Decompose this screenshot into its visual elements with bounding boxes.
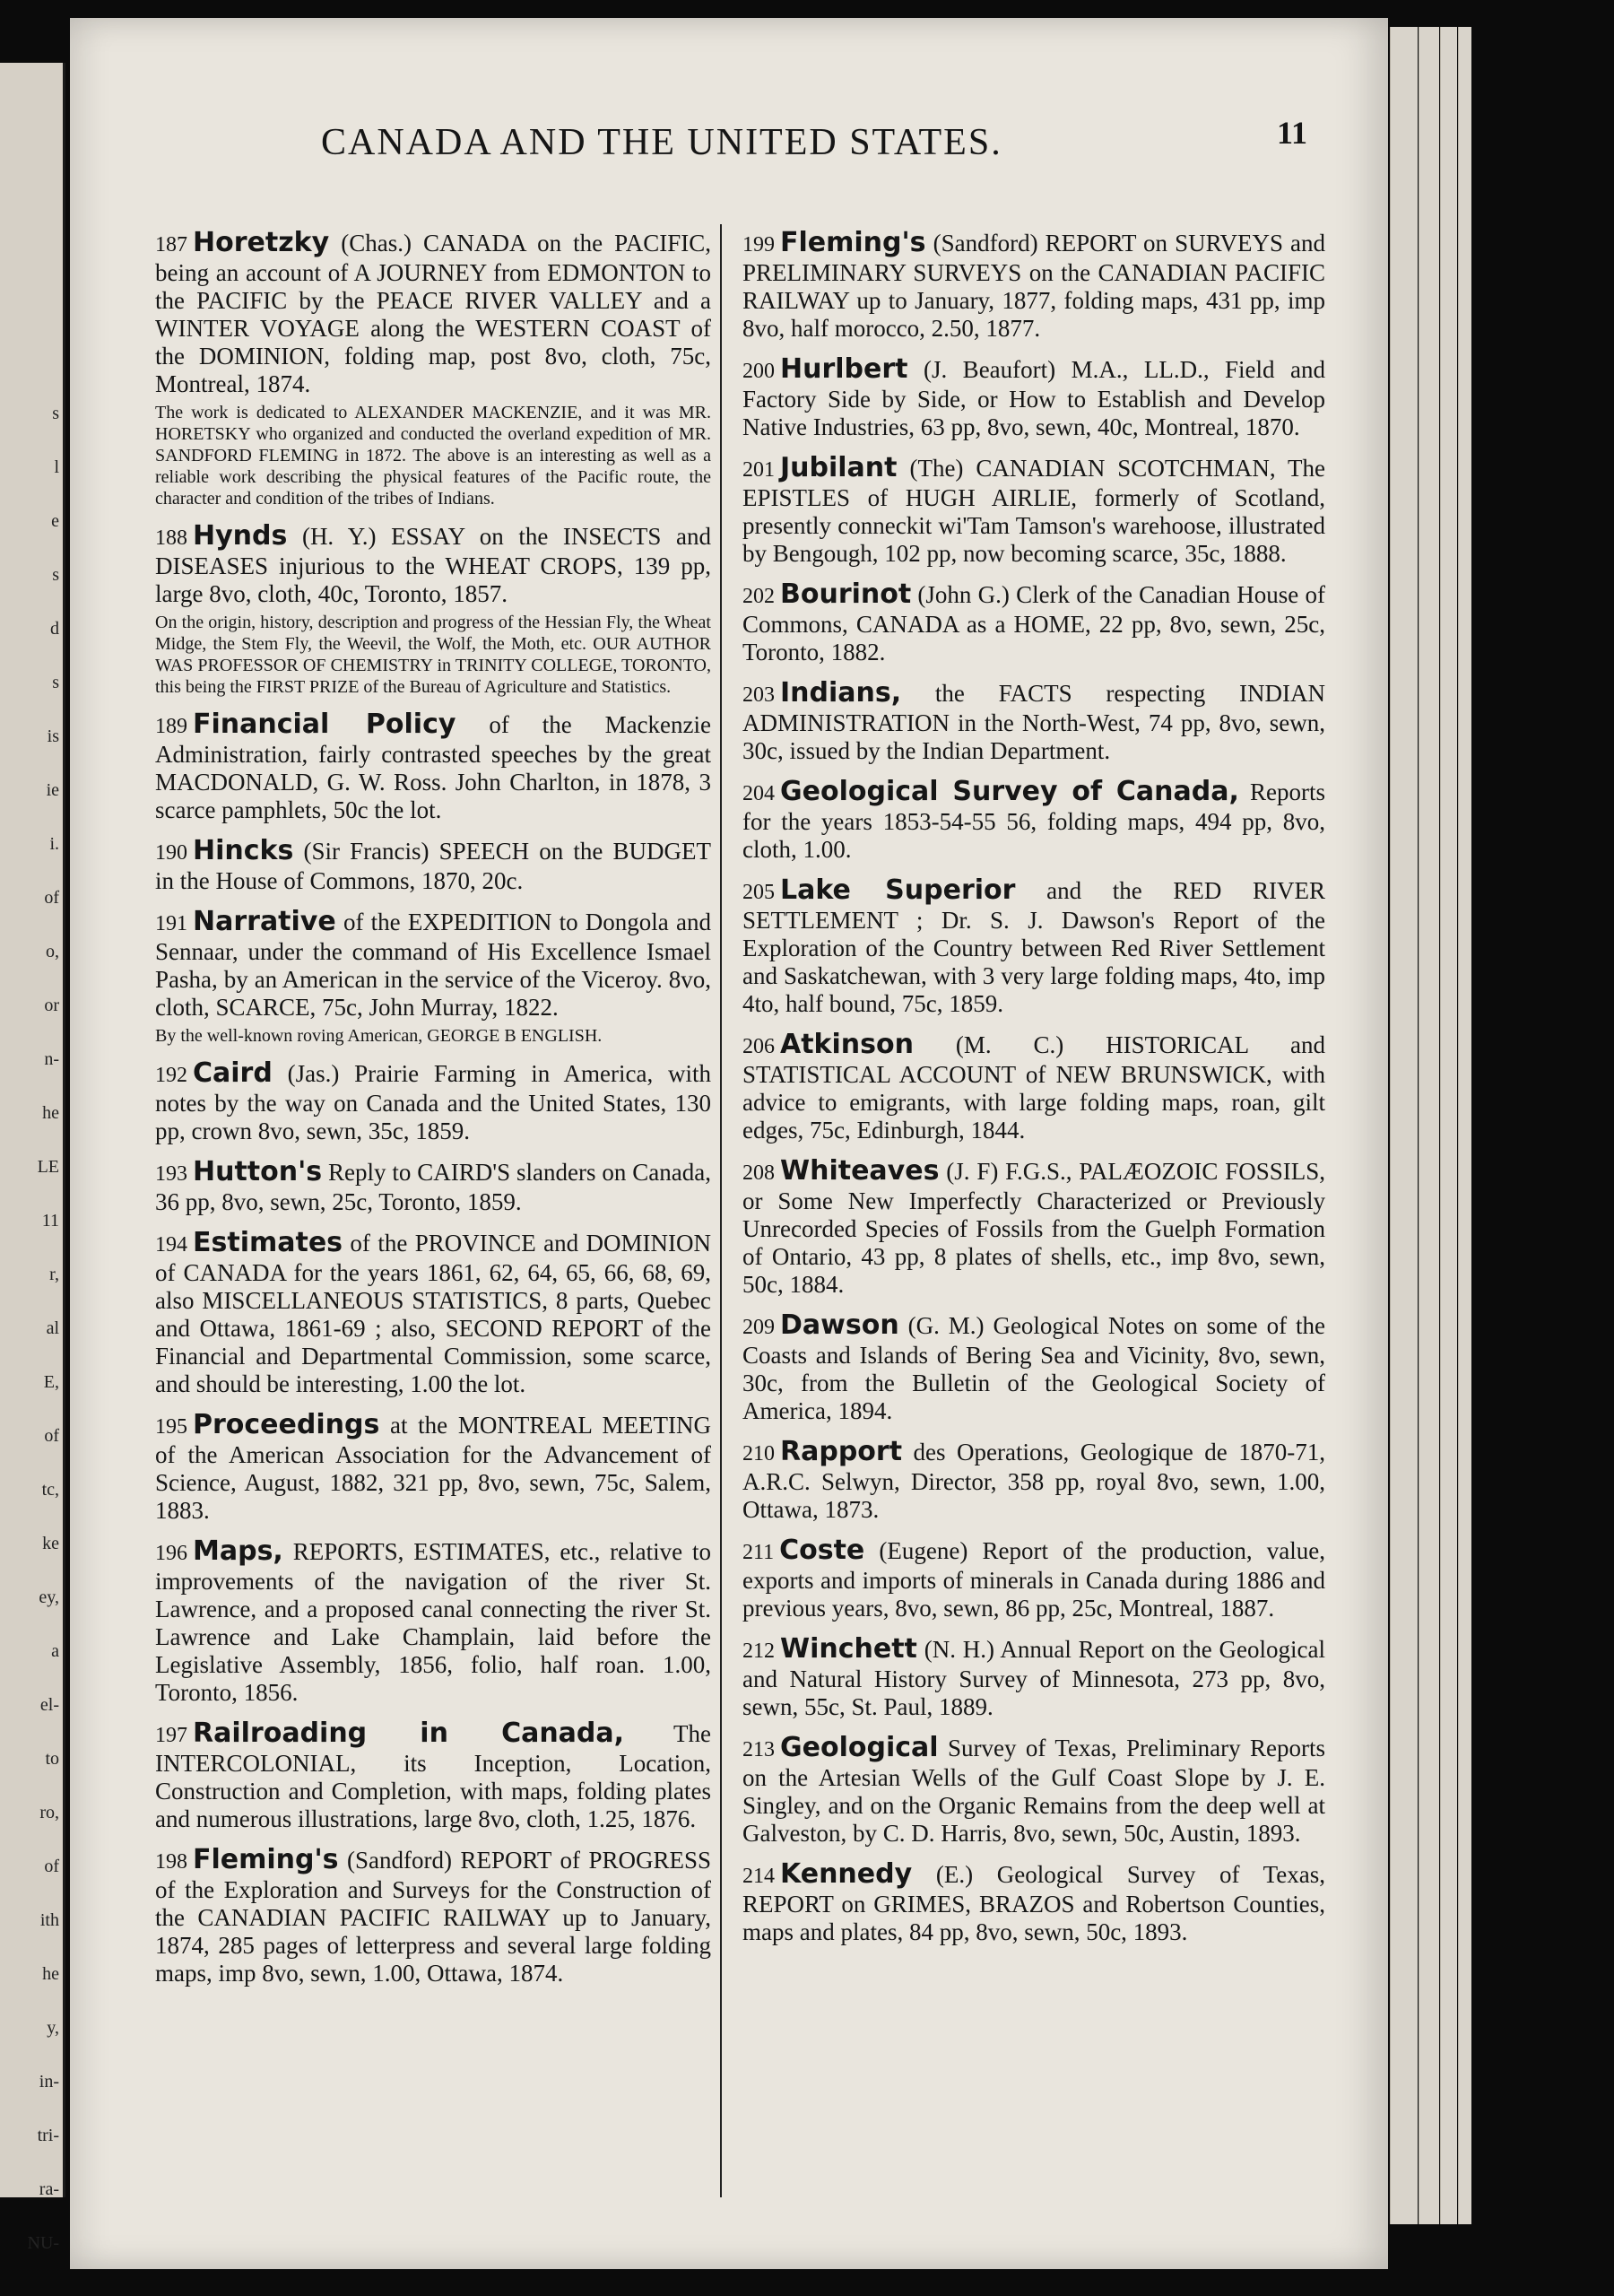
entry-number: 213 [742,1738,775,1761]
entry-keyword: Hurlbert [780,353,908,385]
margin-fragment: he [42,1103,59,1123]
catalogue-entry [155,1229,711,1398]
entry-keyword: Winchett [780,1633,917,1665]
entry-number: 210 [742,1442,775,1465]
catalogue-entry [742,1734,1325,1848]
entry-number: 191 [155,912,187,935]
page-number: 11 [1276,115,1307,151]
margin-fragment: ie [46,780,59,800]
entry-description: at the MONTREAL MEETING of the American Association for the Advancement of Science, August, 1882, 321 pp, 8vo, sewn, 75c, Salem, 1883. [155,1412,711,1524]
entry-number: 209 [742,1316,775,1339]
entry-number: 201 [742,458,775,482]
margin-fragment: l [54,457,59,477]
margin-fragment: n- [44,1049,59,1069]
entry-keyword: Maps, [193,1535,283,1567]
entry-description: (Sir Francis) SPEECH on the BUDGET in the House of Commons, 1870, 20c. [155,838,711,894]
entry-number: 206 [742,1035,775,1058]
catalogue-entry [742,1157,1325,1299]
margin-fragment: e [51,511,59,531]
entry-keyword: Atkinson [780,1029,914,1060]
margin-fragment: or [44,996,59,1015]
entry-description: (John G.) Clerk of the Canadian House of Commons, CANADA as a HOME, 22 pp, 8vo, sewn, 25c, Toronto, 1882. [742,581,1325,665]
entry-description: des Operations, Geologique de 1870-71, A.R.C. Selwyn, Director, 358 pp, royal 8vo, sewn, 1.00, Ottawa, 1873. [742,1439,1325,1523]
entry-description: (Sandford) REPORT of PROGRESS of the Exploration and Surveys for the Construction of the CANADIAN PACIFIC RAILWAY up to January, 1874, 285 pages of letterpress and several large folding maps, imp 8vo, sewn, 1.00, Ottawa, 1874. [155,1847,711,1987]
catalogue-entry [155,1059,711,1145]
entry-description: of the PROVINCE and DOMINION of CANADA for the years 1861, 62, 64, 65, 66, 68, 69, also MISCELLANEOUS STATISTICS, 8 parts, Quebec and Ottawa, 1861-69 ; also, SECOND REPORT of the Financial and Departmental Commission, some scarce, and should be interesting, 1.00 the lot. [155,1230,711,1397]
entry-description: Reports for the years 1853-54-55 56, folding maps, 494 pp, 8vo, cloth, 1.00. [742,778,1325,863]
entry-keyword: Financial Policy [193,709,456,740]
margin-fragment: E, [43,1372,59,1392]
catalogue-entry [742,1031,1325,1144]
catalogue-entry [742,355,1325,441]
catalogue-entry [155,1158,711,1216]
entry-description: Survey of Texas, Preliminary Reports on the Artesian Wells of the Gulf Coast Slope by J. E. Singley, and on the Organic Remains from the deep well at Galveston, by C. D. Harris, 8vo, sewn, 50c, Austin, 1893. [742,1735,1325,1847]
left-column [155,229,711,2000]
entry-keyword: Geological [780,1732,939,1763]
entry-number: 199 [742,233,775,257]
margin-fragment: 11 [41,1211,59,1231]
margin-fragment: to [45,1749,59,1769]
page-stack-edge [1419,27,1439,2224]
entry-number: 214 [742,1865,775,1888]
entry-keyword: Hynds [193,520,288,552]
entry-description: and the RED RIVER SETTLEMENT ; Dr. S. J. Dawson's Report of the Exploration of the Country between Red River Settlement and Saskatchewan, with 3 very large folding maps, 4to, imp 4to, half bound, 75c, 1859. [742,877,1325,1017]
catalogue-entry [155,908,711,1047]
entry-number: 203 [742,683,775,707]
entry-keyword: Geological Survey of Canada, [780,776,1239,807]
margin-fragment: he [42,1964,59,1984]
page-stack-edge [1440,27,1457,2224]
entry-keyword: Hutton's [193,1156,323,1187]
margin-fragment: is [47,726,59,746]
running-header [70,115,1388,175]
margin-fragment: s [52,673,59,692]
entry-keyword: Bourinot [780,578,912,610]
margin-fragment: ke [42,1534,59,1553]
catalogue-entry [155,1719,711,1833]
column-divider [720,224,722,2197]
entry-number: 195 [155,1415,187,1439]
catalogue-page [70,18,1388,2269]
right-column [742,229,1325,1959]
margin-fragment: o, [46,942,59,961]
catalogue-entry [155,1846,711,1987]
margin-fragment: el- [39,1695,59,1715]
entry-keyword: Hincks [193,835,294,866]
entry-number: 187 [155,233,187,257]
catalogue-entry [742,1536,1325,1622]
entry-keyword: Caird [193,1057,273,1089]
catalogue-entry [742,679,1325,765]
entry-keyword: Whiteaves [780,1155,940,1187]
margin-fragment: al [46,1318,59,1338]
catalogue-entry [742,778,1325,864]
entry-description: (H. Y.) ESSAY on the INSECTS and DISEASES injurious to the WHEAT CROPS, 139 pp, large 8vo, cloth, 40c, Toronto, 1857. [155,523,711,607]
margin-fragment: tc, [41,1480,59,1500]
catalogue-entry [742,1311,1325,1425]
catalogue-entry [742,229,1325,343]
entry-keyword: Kennedy [780,1858,913,1890]
entry-keyword: Lake Superior [780,874,1016,906]
entry-number: 196 [155,1542,187,1565]
entry-keyword: Estimates [193,1227,343,1258]
catalogue-entry [155,1411,711,1525]
catalogue-entry [155,710,711,824]
page-title: CANADA AND THE UNITED STATES. [321,122,1002,163]
entry-keyword: Fleming's [193,1844,339,1875]
entry-description: the FACTS respecting INDIAN ADMINISTRATION in the North-West, 74 pp, 8vo, sewn, 30c, issued by the Indian Department. [742,680,1325,764]
entry-keyword: Railroading in Canada, [193,1718,625,1749]
entry-number: 190 [155,841,187,865]
entry-number: 193 [155,1162,187,1186]
catalogue-entry [742,1438,1325,1524]
entry-description: (M. C.) HISTORICAL and STATISTICAL ACCOUNT of NEW BRUNSWICK, with advice to emigrants, with large folding maps, roan, gilt edges, 75c, Edinburgh, 1844. [742,1031,1325,1144]
entry-keyword: Indians, [780,677,902,709]
entry-description: (Eugene) Report of the production, value, exports and imports of minerals in Canada during 1886 and previous years, 8vo, sewn, 86 pp, 25c, Montreal, 1887. [742,1537,1325,1622]
entry-number: 194 [155,1233,187,1257]
entry-description: (The) CANADIAN SCOTCHMAN, The EPISTLES of HUGH AIRLIE, formerly of Scotland, presently conneckit wi'Tam Tamson's warehoose, illustrated by Bengough, 102 pp, now becoming scarce, 35c, 1888. [742,455,1325,567]
entry-description: The INTERCOLONIAL, its Inception, Location, Construction and Completion, with maps, folding plates and numerous illustrations, large 8vo, cloth, 1.25, 1876. [155,1720,711,1832]
catalogue-entry [742,876,1325,1018]
margin-fragment: a [51,1641,59,1661]
entry-number: 205 [742,881,775,904]
entry-keyword: Fleming's [780,227,926,258]
entry-note: The work is dedicated to ALEXANDER MACKENZIE, and it was MR. HORETSKY who organized and conducted the overland expedition of MR. SANDFORD FLEMING in 1872. The above is an interesting as well as a reliable work describing the physical features of the Pacific route, the character and condition of the tribes of Indians. [155,403,711,509]
entry-keyword: Jubilant [780,452,898,483]
entry-description: (N. H.) Annual Report on the Geological and Natural History Survey of Minnesota, 273 pp, 8vo, sewn, 55c, St. Paul, 1889. [742,1636,1325,1720]
catalogue-entry [742,454,1325,568]
entry-number: 189 [155,715,187,738]
entry-number: 212 [742,1639,775,1663]
margin-fragment: ith [39,1910,59,1930]
entry-number: 204 [742,782,775,805]
margin-fragment: i. [49,834,59,854]
margin-fragment: in- [39,2072,59,2092]
margin-fragment: d [50,619,59,639]
margin-fragment: of [44,1857,59,1876]
catalogue-entry [155,522,711,698]
entry-keyword: Coste [779,1535,865,1566]
entry-keyword: Rapport [780,1436,903,1467]
margin-fragment: s [52,404,59,423]
entry-description: (Jas.) Prairie Farming in America, with notes by the way on Canada and the United States, 130 pp, crown 8vo, sewn, 35c, 1859. [155,1060,711,1144]
entry-description: of the Mackenzie Administration, fairly contrasted speeches by the great MACDONALD, G. W. Ross. John Charlton, in 1878, 3 scarce pamphlets, 50c the lot. [155,711,711,823]
catalogue-entry [155,229,711,509]
entry-number: 200 [742,360,775,383]
entry-description: Reply to CAIRD'S slanders on Canada, 36 pp, 8vo, sewn, 25c, Toronto, 1859. [155,1159,711,1215]
entry-number: 208 [742,1161,775,1185]
entry-note: On the origin, history, description and progress of the Hessian Fly, the Wheat Midge, the Stem Fly, the Weevil, the Wolf, the Moth, etc. OUR AUTHOR WAS PROFESSOR OF CHEMISTRY in TRINITY COLLEGE, TORONTO, this being the FIRST PRIZE of the Bureau of Agriculture and Statistics. [155,613,711,697]
entry-number: 211 [742,1541,775,1564]
entry-description: of the EXPEDITION to Dongola and Sennaar, under the command of His Excellence Ismael Pasha, by an American in the service of the Viceroy. 8vo, cloth, SCARCE, 75c, John Murray, 1822. [155,909,711,1021]
entry-number: 202 [742,585,775,608]
entry-description: (G. M.) Geological Notes on some of the Coasts and Islands of Bering Sea and Vicinity, 8vo, sewn, 30c, from the Bulletin of the Geological Society of America, 1894. [742,1312,1325,1424]
catalogue-entry [742,1635,1325,1721]
entry-description: (E.) Geological Survey of Texas, REPORT on GRIMES, BRAZOS and Robertson Counties, maps and plates, 84 pp, 8vo, sewn, 50c, 1893. [742,1861,1325,1945]
entry-keyword: Narrative [193,906,336,937]
entry-number: 198 [155,1850,187,1874]
entry-number: 192 [155,1064,187,1087]
entry-keyword: Proceedings [193,1409,380,1440]
entry-keyword: Dawson [780,1309,899,1341]
margin-fragment: of [44,888,59,908]
page-stack-edge [1458,27,1471,2224]
margin-fragment: s [52,565,59,585]
entry-keyword: Horetzky [193,227,330,258]
entry-number: 188 [155,526,187,550]
margin-fragment: r, [49,1265,59,1284]
margin-fragment: tri- [37,2126,59,2145]
entry-description: (Chas.) CANADA on the PACIFIC, being an account of A JOURNEY from EDMONTON to the PACIFIC by the PEACE RIVER VALLEY and a WINTER VOYAGE along the WESTERN COAST of the DOMINION, folding map, post 8vo, cloth, 75c, Montreal, 1874. [155,230,711,397]
catalogue-entry [155,1537,711,1707]
facing-page-edge [0,63,65,2253]
margin-fragment: of [44,1426,59,1446]
page-stack-edge [1390,27,1418,2224]
catalogue-entry [742,1860,1325,1946]
entry-description: (J. Beaufort) M.A., LL.D., Field and Factory Side by Side, or How to Establish and Develop Native Industries, 63 pp, 8vo, sewn, 40c, Montreal, 1870. [742,356,1325,440]
catalogue-entry [742,580,1325,666]
margin-fragment: y, [47,2018,59,2038]
margin-fragment: NU- [27,2233,59,2253]
margin-fragment: ro, [39,1803,59,1822]
margin-fragment: LE [37,1157,59,1177]
margin-fragment: ra- [39,2179,59,2199]
catalogue-entry [155,837,711,895]
entry-description: REPORTS, ESTIMATES, etc., relative to improvements of the navigation of the river St. Lawrence, and a proposed canal connecting the river St. Lawrence and Lake Champlain, laid before the Legislative Assembly, 1856, folio, half roan. 1.00, Toronto, 1856. [155,1538,711,1706]
entry-number: 197 [155,1724,187,1747]
entry-description: (Sandford) REPORT on SURVEYS and PRELIMINARY SURVEYS on the CANADIAN PACIFIC RAILWAY up to January, 1877, folding maps, 431 pp, imp 8vo, half morocco, 2.50, 1877. [742,230,1325,342]
entry-description: (J. F) F.G.S., PALÆOZOIC FOSSILS, or Some New Imperfectly Characterized or Previously Unrecorded Species of Fossils from the Guelph Formation of Ontario, 43 pp, 8 plates of shells, etc., imp 8vo, sewn, 50c, 1884. [742,1158,1325,1298]
entry-note: By the well-known roving American, GEORGE B ENGLISH. [155,1026,603,1046]
margin-fragment: ey, [39,1587,59,1607]
